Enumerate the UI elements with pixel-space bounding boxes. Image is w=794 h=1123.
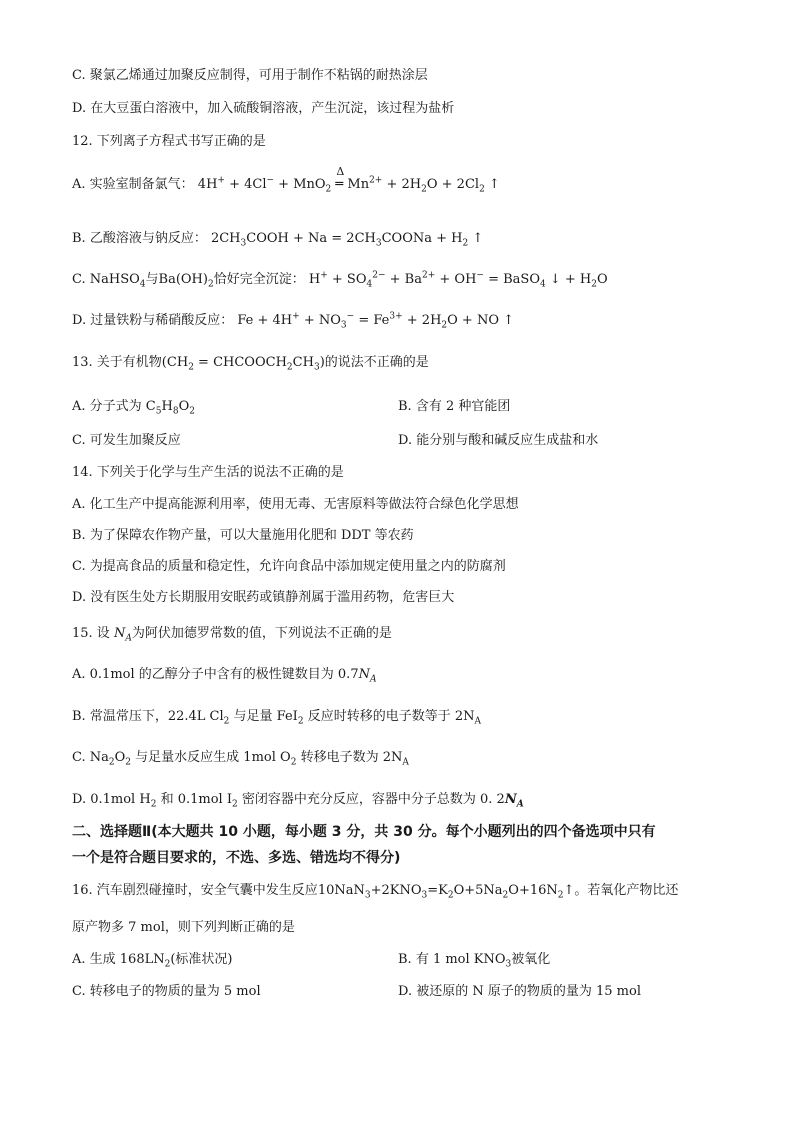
q16-option-c: C. 转移电子的物质的量为 5 mol [72,984,261,999]
q15-option-b: B. 常温常压下，22.4L $Cl_2$ 与足量 FeI$_2$ 反应时转移的电子数等于 $2N_A$ [72,709,481,727]
q12-option-c-equation: $H^+ + SO_4^{2-} + Ba^{2+} + OH^-$ = BaSO$_4$ ↓ + $H_2O$ [308,270,608,290]
q16-option-a-post: (标准状况) [170,952,233,967]
q16-stem [72,882,678,900]
q13-formula: $CH_2$ = $CHCOOCH_2CH_3$ [166,355,320,373]
q15-option-c-pre: C. [72,750,86,765]
q12-option-d-label: D. 过量铁粉与稀硝酸反应： [72,313,234,328]
q15-option-d-post: 密闭容器中充分反应，容器中分子总数为 [241,792,476,807]
q15-option-d-mid: 和 0.1mol [160,792,223,807]
q13-option-a-label: A. 分子式为 [72,399,142,414]
q12-option-a-equation: 4H+ + 4Cl− + MnO$_2$ Δ ═ $Mn^{2+} + 2H_2O + 2Cl_2$ ↑ [197,165,500,195]
q16-option-b-label: B. 有 1 mol KNO [398,952,506,967]
q12-option-b [72,230,483,248]
q15-option-c-post: 转移电子数为 [300,750,379,765]
q15-option-d: D. 0.1mol $H_2$ 和 0.1mol $I_2$ 密闭容器中充分反应，容器中分子总数为 0. $2N_A$ [72,792,524,810]
q12-option-c-label: C. NaHSO [72,272,140,287]
q13-option-d: D. 能分别与酸和碱反应生成盐和水 [398,433,599,448]
section2-header-line1: 二、选择题Ⅱ(本大题共 10 小题，每小题 3 分，共 30 分。每个小题列出的四个备选项中只有 [72,824,656,840]
q14-option-d: D. 没有医生处方长期服用安眠药或镇静剂属于滥用药物，危害巨大 [72,590,455,605]
q13-stem-post: )的说法不正确的是 [319,355,429,370]
q15-option-c: C. $Na_2O_2$ 与足量水反应生成 1mol $O_2$ 转移电子数为 $2N_A$ [72,750,409,768]
q15-option-a-label: A. 0.1mol 的乙醇分子中含有的极性键数目为 [72,667,334,682]
q12-option-c-mid: 与Ba(OH) [145,272,208,287]
q12-option-c-tail: 恰好完全沉淀： [213,272,305,287]
q15-option-a: A. 0.1mol 的乙醇分子中含有的极性键数目为 $0.7N_A$ [72,667,377,685]
q16-option-b-post: 被氧化 [511,952,551,967]
q14-option-b: B. 为了保障农作物产量，可以大量施用化肥和 DDT 等农药 [72,528,414,543]
q16-option-b: B. 有 1 mol $KNO_3$被氧化 [398,952,551,970]
q15-option-c-mid: 与足量水反应生成 1mol [135,750,276,765]
q12-option-b-equation: $2CH_3COOH + Na$ = $2CH_3COONa + H_2$ ↑ [210,231,484,249]
q12-option-d [72,312,514,330]
q15-option-d-pre: D. 0.1mol [72,792,136,807]
q16-option-d: D. 被还原的 N 原子的物质的量为 15 mol [398,984,641,999]
q16-option-a-label: A. 生成 168LN [72,952,165,967]
q12-option-c: C. NaHSO$_4$与$Ba(OH)_2$恰好完全沉淀： $H^+ + SO_4^{2-} + Ba^{2+} + OH^-$ = BaSO$_4$ ↓ + $H_2O$ [72,270,608,290]
q13-stem [72,354,429,372]
q13-stem-pre: 13. 关于有机物( [72,355,167,370]
q13-option-a: A. 分子式为 $C_5H_8O_2$ [72,399,195,417]
q15-option-b-post: 反应时转移的电子数等于 [307,709,451,724]
q12-option-a-label: A. 实验室制备氯气： [72,177,194,192]
q15-option-b-mid: 与足量 [233,709,273,724]
q11-option-d: D. 在大豆蛋白溶液中，加入硫酸铜溶液，产生沉淀，该过程为盐析 [72,101,455,116]
q15-stem: 15. 设 $N_A$为阿伏加德罗常数的值，下列说法不正确的是 [72,626,392,644]
q15-stem-post: 为阿伏加德罗常数的值，下列说法不正确的是 [131,626,392,641]
q14-option-c: C. 为提高食品的质量和稳定性，允许向食品中添加规定使用量之内的防腐剂 [72,559,506,574]
q14-option-a: A. 化工生产中提高能源利用率，使用无毒、无害原料等做法符合绿色化学思想 [72,497,519,512]
q13-option-b: B. 含有 2 种官能团 [398,399,511,414]
q15-option-b-pre: B. 常温常压下，22.4L [72,709,206,724]
q16-stem-pre: 16. 汽车剧烈碰撞时，安全气囊中发生反应 [72,883,318,898]
q16-stem-line2: 原产物多 7 mol，则下列判断正确的是 [72,920,295,935]
q12-stem: 12. 下列离子方程式书写正确的是 [72,134,266,149]
q13-option-c: C. 可发生加聚反应 [72,433,181,448]
q15-stem-pre: 15. 设 [72,626,110,641]
q12-option-d-equation: $Fe + 4H^+ + NO_3^- = Fe^{3+} + 2H_2O$ + NO ↑ [237,311,515,331]
q14-stem: 14. 下列关于化学与生产生活的说法不正确的是 [72,465,344,480]
q16-option-a: A. 生成 $168LN_2$(标准状况) [72,952,233,970]
q16-equation: $10NaN_3+2KNO_3=K_2O+5Na_2O+16N_2↑$ [317,883,575,901]
q16-stem-post: 。若氧化产物比还 [574,883,679,898]
section2-header-line2: 一个是符合题目要求的，不选、多选、错选均不得分) [72,850,401,866]
q12-option-b-label: B. 乙酸溶液与钠反应： [72,231,207,246]
q11-option-c: C. 聚氯乙烯通过加聚反应制得，可用于制作不粘锅的耐热涂层 [72,68,428,83]
q12-option-a [72,165,500,195]
